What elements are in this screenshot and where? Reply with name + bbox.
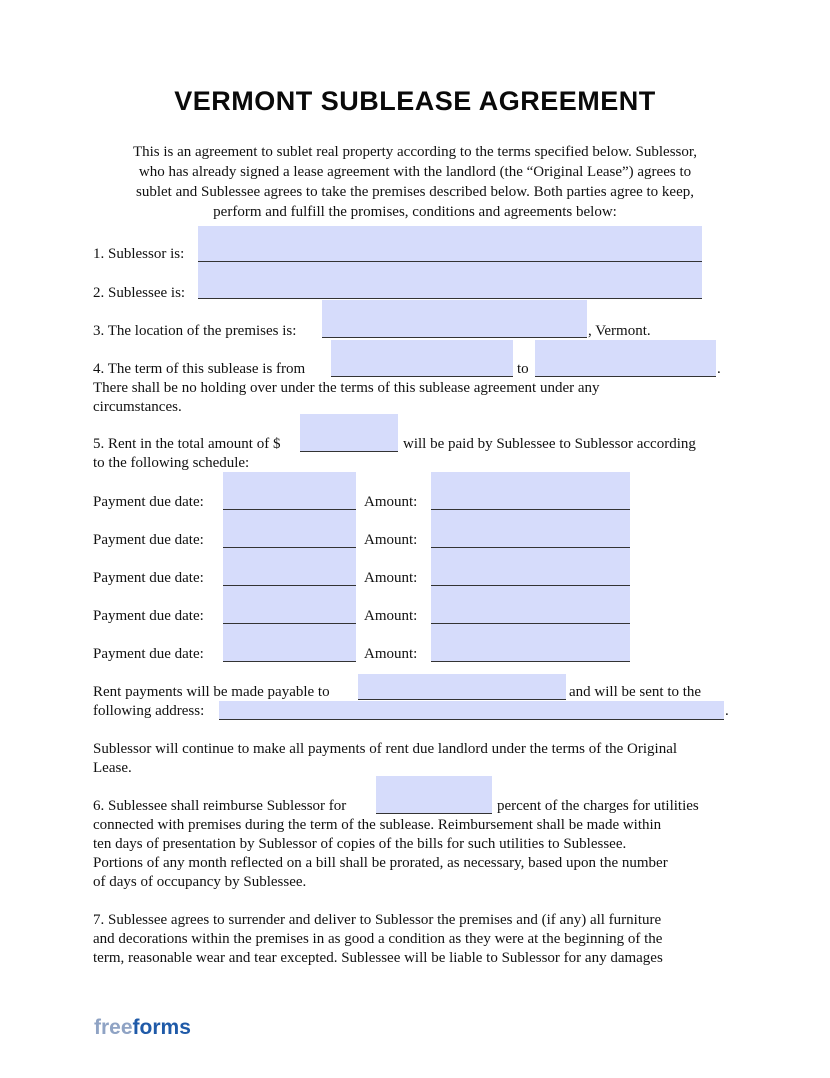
freeforms-logo [94,1016,191,1040]
paragraph-line: connected with premises during the term of the sublease. Reimbursement shall be made within [93,817,662,833]
intro-line: who has already signed a lease agreement with the landlord (the “Original Lease”) agrees to [138,164,692,180]
utilities-after: percent of the charges for utilities [497,798,699,814]
payment-address-field[interactable] [219,701,724,720]
paragraph-line: Lease. [93,760,132,776]
premises-location-label: 3. The location of the premises is: [93,323,297,339]
intro-paragraph [80,142,750,222]
amount-field[interactable] [431,510,630,548]
paragraph-line: ten days of presentation by Sublessor of copies of the bills for such utilities to Sublessee. [93,836,627,852]
paragraph-line: term, reasonable wear and tear excepted. Sublessee will be liable to Sublessor for any damages [93,950,663,966]
amount-field[interactable] [431,624,630,662]
utilities-paragraph [93,816,743,892]
payable-to-after: and will be sent to the [569,684,702,700]
amount-field[interactable] [431,548,630,586]
state-suffix: , Vermont. [588,323,651,339]
intro-line: perform and fulfill the promises, conditions and agreements below: [213,204,617,220]
intro-line: sublet and Sublessee agrees to take the premises described below. Both parties agree to keep, [135,184,694,200]
payable-to-field[interactable] [358,674,566,700]
page-title: VERMONT SUBLEASE AGREEMENT [174,86,656,116]
original-lease-paragraph [93,740,743,778]
paragraph-line: Sublessor will continue to make all payments of rent due landlord under the terms of the Original [93,741,678,757]
paragraph-line: Portions of any month reflected on a bill shall be prorated, as necessary, based upon the number [93,855,668,871]
paragraph-line: and decorations within the premises in as good a condition as they were at the beginning of the [93,931,663,947]
amount-field[interactable] [431,586,630,624]
payment-due-field[interactable] [223,624,356,662]
address-label: following address: [93,703,205,719]
rent-total-field[interactable] [300,414,398,452]
term-end-field[interactable] [535,340,716,377]
payment-due-field[interactable] [223,586,356,624]
amount-field[interactable] [431,472,630,510]
schedule-intro: to the following schedule: [93,455,250,471]
payable-to-label: Rent payments will be made payable to [93,684,330,700]
sublessee-name-field[interactable] [198,262,702,299]
utilities-percent-field[interactable] [376,776,492,814]
premises-location-field[interactable] [322,300,587,338]
payment-due-label: Payment due date: [93,494,204,510]
logo-free-text: free [94,1016,133,1039]
paragraph-line: 7. Sublessee agrees to surrender and deliver to Sublessor the premises and (if any) all furniture [93,912,662,928]
amount-label: Amount: [364,646,418,662]
sublessor-name-field[interactable] [198,226,702,262]
payment-due-field[interactable] [223,472,356,510]
address-end-period: . [725,703,729,719]
intro-line: This is an agreement to sublet real property according to the terms specified below. Sublessor, [132,144,698,160]
sublessee-label: 2. Sublessee is: [93,285,186,301]
amount-label: Amount: [364,608,418,624]
term-to-label: to [517,361,529,377]
logo-forms-text: forms [132,1016,191,1039]
term-label: 4. The term of this sublease is from [93,361,306,377]
payment-due-field[interactable] [223,548,356,586]
amount-label: Amount: [364,532,418,548]
term-start-field[interactable] [331,340,513,377]
surrender-paragraph [93,911,743,968]
sublessor-label: 1. Sublessor is: [93,246,185,262]
payment-due-label: Payment due date: [93,608,204,624]
rent-total-after: will be paid by Sublessee to Sublessor according [403,436,696,452]
paragraph-line: of days of occupancy by Sublessee. [93,874,307,890]
payment-due-label: Payment due date: [93,532,204,548]
payment-due-field[interactable] [223,510,356,548]
term-end-period: . [717,361,721,377]
payment-due-label: Payment due date: [93,646,204,662]
utilities-label: 6. Sublessee shall reimburse Sublessor for [93,798,347,814]
holding-over-text: There shall be no holding over under the terms of this sublease agreement under any [93,380,600,396]
amount-label: Amount: [364,494,418,510]
payment-due-label: Payment due date: [93,570,204,586]
amount-label: Amount: [364,570,418,586]
holding-over-text: circumstances. [93,399,182,415]
rent-total-label: 5. Rent in the total amount of $ [93,436,281,452]
